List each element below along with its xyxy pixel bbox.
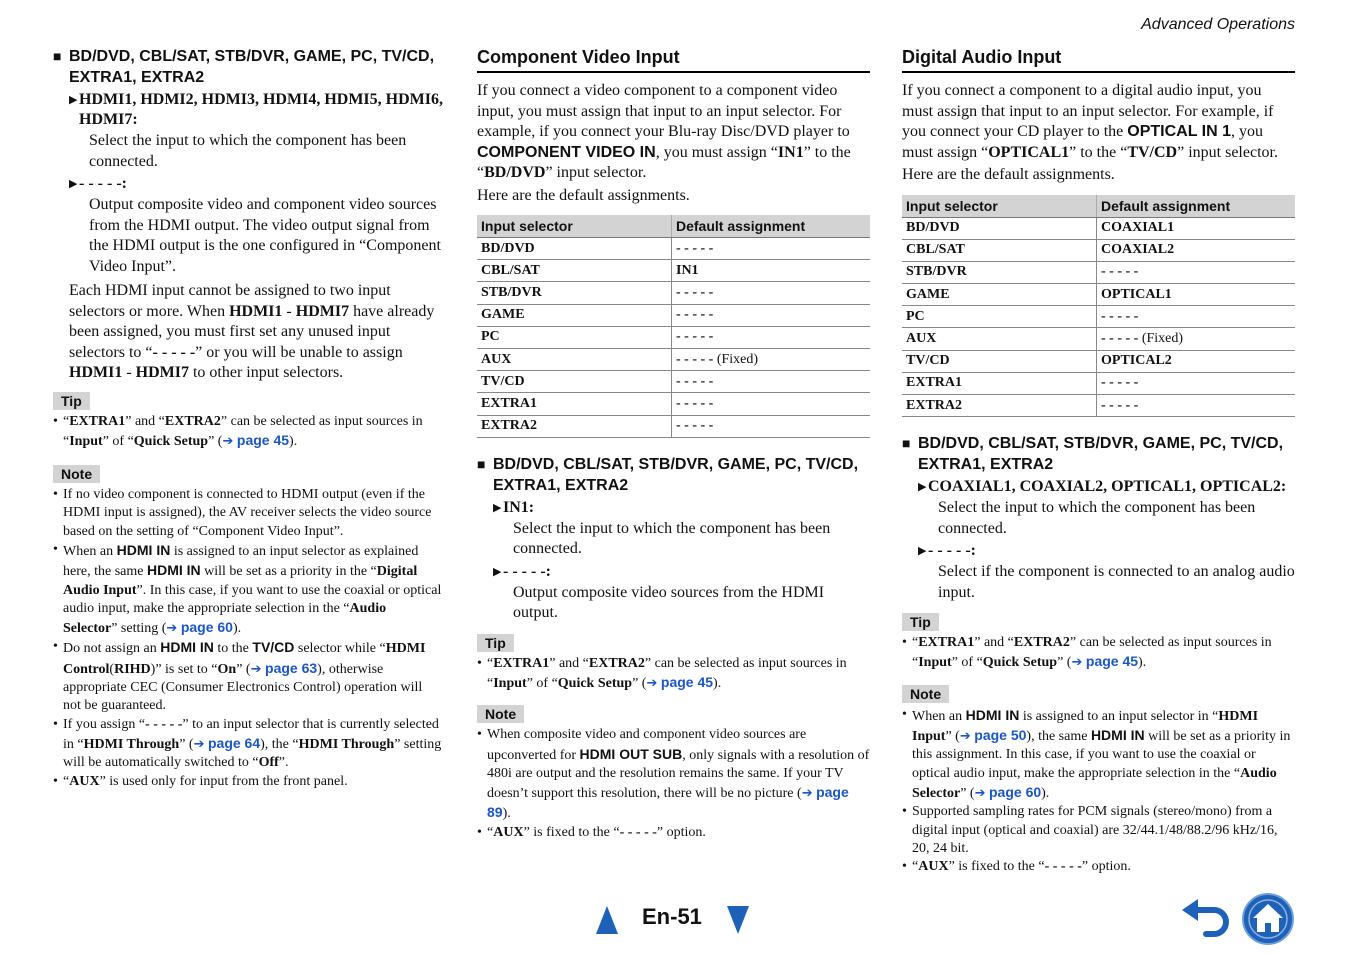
input-selector-cell: STB/DVR [477,282,672,304]
section-title: Digital Audio Input [902,46,1295,73]
input-selector-cell: EXTRA2 [477,415,672,437]
tip-list [477,655,870,694]
option-hdmi-desc: Select the input to which the component has been connected. [89,132,407,170]
page-link[interactable]: page 50 [974,727,1027,744]
table-row [902,350,1295,372]
page-link[interactable]: page 45 [660,673,714,690]
default-assignment-cell: IN1 [672,260,871,282]
table-row [477,348,870,370]
note-item: • When composite video and component video sources are upconverted for HDMI OUT SUB, only signals with a resolution of 480i are output and the resolution remains the same. If your TV doesn’t support this resolution, there will be no picture (➔ page 89). [477,726,870,823]
arrow-right-icon: ➔ [646,675,658,691]
default-assignment-cell: - - - - - [672,282,871,304]
option-hdmi: ▶ HDMI1, HDMI2, HDMI3, HDMI4, HDMI5, HDMI6, HDMI7: [69,91,443,128]
note-item: • “AUX” is used only for input from the front panel. [53,773,443,791]
page-number: En-51 [642,904,702,929]
option-none: ▶ - - - - -: [918,542,976,560]
square-bullet-icon: ■ [53,48,62,64]
input-selector-cell: BD/DVD [477,238,672,260]
input-selector-cell: EXTRA1 [902,372,1097,394]
table-row [902,306,1295,328]
fixed-note: (Fixed) [713,351,759,367]
default-assignment-cell: COAXIAL2 [1097,239,1296,261]
page-navigation [596,902,756,938]
column-digital-audio [902,46,1295,876]
triangle-bullet-icon: ▶ [493,564,502,578]
arrow-right-icon: ➔ [250,661,262,677]
tip-label: Tip [477,634,514,652]
default-assignment-cell: - - - - - [1097,261,1296,283]
selector-heading: ■ BD/DVD, CBL/SAT, STB/DVR, GAME, PC, TV/CD, EXTRA1, EXTRA2 [477,455,859,494]
square-bullet-icon: ■ [902,435,911,452]
input-selector-cell: AUX [902,328,1097,350]
tip-item: • “EXTRA1” and “EXTRA2” can be selected as input sources in “Input” of “Quick Setup” (➔ page 45). [477,655,870,694]
intro-paragraph: If you connect a video component to a component video input, you must assign that input to an input selector. For example, if you connect your Blu-ray Disc/DVD player to COMPONENT VIDEO IN, you must assign “IN1” to the “BD/DVD” input selector. [477,82,851,181]
default-assignment-cell: - - - - - [1097,372,1296,394]
input-selector-cell: CBL/SAT [477,260,672,282]
default-assignment-cell: - - - - - [672,326,871,348]
input-selector-cell: GAME [477,304,672,326]
intro-paragraph: If you connect a component to a digital audio input, you must assign that input to an input selector. For example, if you connect your CD player to the OPTICAL IN 1, you must assign “OPTICAL1” to the “TV/CD” input selector. [902,82,1278,161]
assignment-table [477,215,870,438]
tip-label: Tip [902,613,939,631]
table-row [477,415,870,437]
back-arrow-icon[interactable] [1180,896,1230,940]
page-link[interactable]: page 45 [236,431,290,448]
table-header: Default assignment [672,215,871,238]
selector-heading: ■ BD/DVD, CBL/SAT, STB/DVR, GAME, PC, TV/CD, EXTRA1, EXTRA2 [902,435,1284,474]
arrow-right-icon: ➔ [166,621,178,637]
default-assignment-cell: OPTICAL2 [1097,350,1296,372]
input-selector-cell: TV/CD [477,371,672,393]
page-link[interactable]: page 63 [265,659,318,676]
defaults-line: Here are the default assignments. [477,186,690,204]
note-item: • If no video component is connected to HDMI output (even if the HDMI input is assigned), the AV receiver selects the video source based on the setting of “Component Video Input”. [53,486,443,541]
option-none: ▶ - - - - -: [493,562,551,580]
input-selector-cell: BD/DVD [902,217,1097,239]
option-none-desc: Output composite video sources from the HDMI output. [513,583,825,622]
option-digital: ▶ COAXIAL1, COAXIAL2, OPTICAL1, OPTICAL2: [918,478,1287,496]
note-item: • When an HDMI IN is assigned to an input selector as explained here, the same HDMI IN will be set as a priority in the “Digital Audio Input”. In this case, if you want to use the coaxial or optical audio input, make the appropriate selection in the “Audio Selector” setting (➔ page 60). [53,541,443,638]
table-header: Input selector [477,215,672,238]
note-item: • “AUX” is fixed to the “- - - - -” option. [477,824,870,842]
note-list [902,706,1295,877]
tip-label: Tip [53,392,90,410]
note-list [53,486,443,791]
input-selector-cell: STB/DVR [902,261,1097,283]
input-selector-cell: CBL/SAT [902,239,1097,261]
defaults-line: Here are the default assignments. [902,166,1115,183]
table-row [477,238,870,260]
note-item: • “AUX” is fixed to the “- - - - -” option. [902,858,1295,876]
note-label: Note [477,705,524,723]
note-item: • Do not assign an HDMI IN to the TV/CD selector while “HDMI Control(RIHD)” is set to “On” (➔ page 63), otherwise appropriate CEC (Consumer Electronics Control) operation will not be guaranteed. [53,638,443,715]
table-row [902,395,1295,417]
note-label: Note [902,685,949,703]
option-digital-desc: Select the input to which the component has been connected. [938,499,1256,537]
table-row [477,393,870,415]
arrow-right-icon: ➔ [222,433,234,449]
page-link[interactable]: page 60 [180,619,233,636]
option-none: ▶ - - - - -: [69,175,127,192]
selector-heading: ■ BD/DVD, CBL/SAT, STB/DVR, GAME, PC, TV/CD, EXTRA1, EXTRA2 [53,48,435,86]
triangle-bullet-icon: ▶ [918,480,927,494]
triangle-bullet-icon: ▶ [69,177,78,190]
table-row [902,261,1295,283]
fixed-note: (Fixed) [1138,331,1184,347]
table-row [477,326,870,348]
input-selector-cell: AUX [477,348,672,370]
default-assignment-cell: - - - - - (Fixed) [672,348,871,370]
default-assignment-cell: - - - - - [672,393,871,415]
default-assignment-cell: COAXIAL1 [1097,217,1296,239]
input-selector-cell: EXTRA2 [902,395,1097,417]
arrow-right-icon: ➔ [1071,655,1083,671]
table-row [902,328,1295,350]
default-assignment-cell: - - - - - [672,304,871,326]
arrow-right-icon: ➔ [959,729,971,745]
triangle-bullet-icon: ▶ [493,500,502,514]
page-link[interactable]: page 64 [207,734,261,751]
arrow-right-icon: ➔ [193,736,205,752]
table-header: Default assignment [1097,195,1296,218]
option-in1: ▶ IN1: [493,498,535,516]
note-item: • When an HDMI IN is assigned to an input selector in “HDMI Input” (➔ page 50), the same HDMI IN will be set as a priority in this assignment. In this case, if you want to use the coaxial or optical audio input, make the appropriate selection in the “Audio Selector” (➔ page 60). [902,706,1295,803]
input-selector-cell: TV/CD [902,350,1097,372]
option-in1-desc: Select the input to which the component has been connected. [513,519,831,558]
default-assignment-cell: - - - - - [672,238,871,260]
option-none-desc: Select if the component is connected to an analog audio input. [938,563,1295,601]
default-assignment-cell: - - - - - [672,371,871,393]
note-list [477,726,870,842]
table-row [477,371,870,393]
tip-list [902,634,1295,673]
table-row [477,260,870,282]
input-selector-cell: EXTRA1 [477,393,672,415]
default-assignment-cell: - - - - - (Fixed) [1097,328,1296,350]
default-assignment-cell: - - - - - [672,415,871,437]
triangle-bullet-icon: ▶ [918,544,927,558]
arrow-right-icon: ➔ [974,785,986,801]
table-row [902,284,1295,306]
tip-list [53,413,443,452]
triangle-up-icon[interactable] [596,906,618,934]
table-row [902,239,1295,261]
triangle-down-icon[interactable] [727,906,749,934]
input-selector-cell: GAME [902,284,1097,306]
table-row [902,372,1295,394]
default-assignment-cell: OPTICAL1 [1097,284,1296,306]
page-link[interactable]: page 60 [989,783,1042,800]
table-row [477,304,870,326]
triangle-bullet-icon: ▶ [69,93,78,106]
section-title: Component Video Input [477,46,870,73]
home-icon[interactable] [1241,892,1295,946]
page-link[interactable]: page 89 [487,784,849,821]
assignment-table [902,195,1295,418]
page-link[interactable]: page 45 [1085,653,1139,670]
note-item: • If you assign “- - - - -” to an input selector that is currently selected in “HDMI Through” (➔ page 64), the “HDMI Through” setting will be automatically switched to “Off”. [53,716,443,773]
arrow-right-icon: ➔ [801,786,813,802]
table-row [902,217,1295,239]
default-assignment-cell: - - - - - [1097,306,1296,328]
section-header: Advanced Operations [1141,16,1295,33]
note-item: • Supported sampling rates for PCM signals (stereo/mono) from a digital input (optical and coaxial) are 32/44.1/48/88.2/96 kHz/16, 20, 24 bit. [902,803,1295,858]
input-selector-cell: PC [477,326,672,348]
column-component-video [477,46,870,842]
square-bullet-icon: ■ [477,455,486,472]
input-selector-cell: PC [902,306,1097,328]
default-assignment-cell: - - - - - [1097,395,1296,417]
hdmi-assign-paragraph: Each HDMI input cannot be assigned to two input selectors or more. When HDMI1 - HDMI7 have already been assigned, you must first set any unused input selectors to “- - - - -” or you will be unable to assign HDMI1 - HDMI7 to other input selectors. [69,282,435,381]
tip-item: • “EXTRA1” and “EXTRA2” can be selected as input sources in “Input” of “Quick Setup” (➔ page 45). [902,634,1295,673]
tip-item: • “EXTRA1” and “EXTRA2” can be selected as input sources in “Input” of “Quick Setup” (➔ page 45). [53,413,443,452]
table-row [477,282,870,304]
note-label: Note [53,465,100,483]
column-hdmi-input [53,46,443,791]
table-header: Input selector [902,195,1097,218]
option-none-desc: Output composite video and component video sources from the HDMI output. The video output signal from the HDMI output is the one configured in “Component Video Input”. [89,196,441,275]
